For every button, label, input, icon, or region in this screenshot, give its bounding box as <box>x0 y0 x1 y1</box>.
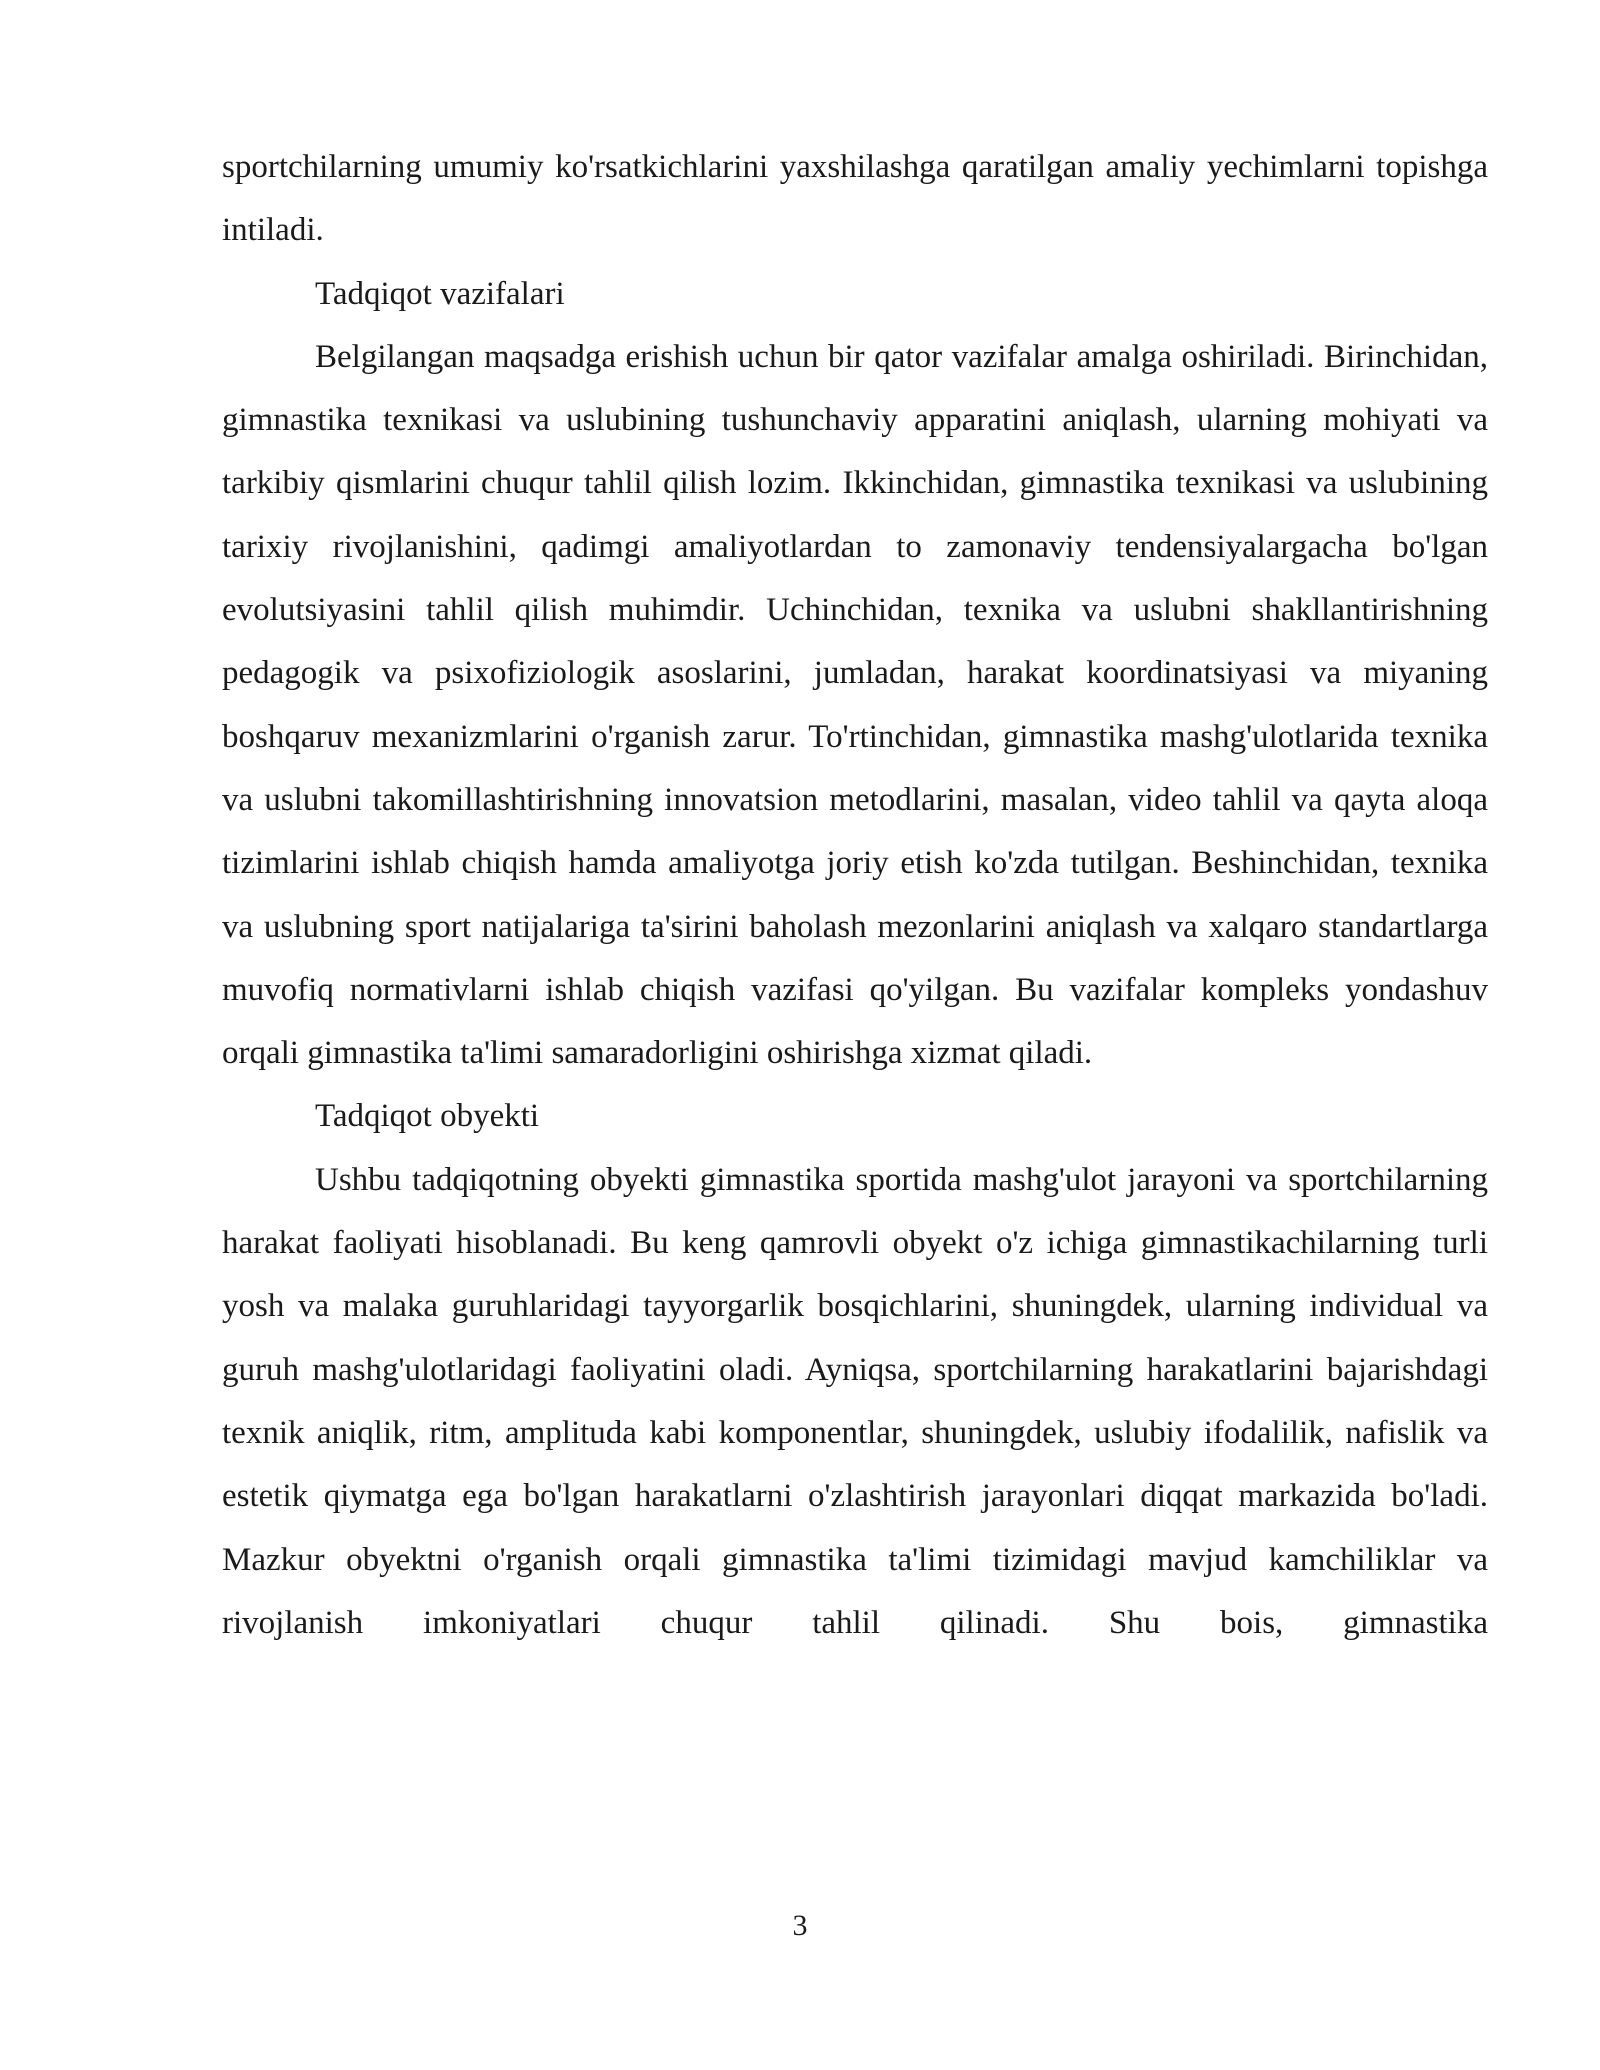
paragraph-tasks: Belgilangan maqsadga erishish uchun bir qator vazifalar amalga oshiriladi. Birinchidan, gimnastika texnikasi va uslubining tushunchaviy apparatini aniqlash, ularning mohiyati va tarkibiy qismlarini chuqur tahlil qilish lozim. Ikkinchidan, gimnastika texnikasi va uslubining tarixiy rivojlanishini, qadimgi amaliyotlardan to zamonaviy tendensiyalargacha bo'lgan evolutsiyasini tahlil qilish muhimdir. Uchinchidan, texnika va uslubni shakllantirishning pedagogik va psixofiziologik asoslarini, jumladan, harakat koordinatsiyasi va miyaning boshqaruv mexanizmlarini o'rganish zarur. To'rtinchidan, gimnastika mashg'ulotlarida texnika va uslubni takomillashtirishning innovatsion metodlarini, masalan, video tahlil va qayta aloqa tizimlarini ishlab chiqish hamda amaliyotga joriy etish ko'zda tutilgan. Beshinchidan, texnika va uslubning sport natijalariga ta'sirini baholash mezonlarini aniqlash va xalqaro standartlarga muvofiq normativlarni ishlab chiqish vazifasi qo'yilgan. Bu vazifalar kompleks yondashuv orqali gimnastika ta'limi samaradorligini oshirishga xizmat qiladi. <box>222 338 1488 1072</box>
section-heading-tasks: Tadqiqot vazifalari <box>315 275 565 312</box>
paragraph-object: Ushbu tadqiqotning obyekti gimnastika sportida mashg'ulot jarayoni va sportchilarning harakat faoliyati hisoblanadi. Bu keng qamrovli obyekt o'z ichiga gimnastikachilarning turli yosh va malaka guruhlaridagi tayyorgarlik bosqichlarini, shuningdek, ularning individual va guruh mashg'ulotlaridagi faoliyatini oladi. Ayniqsa, sportchilarning harakatlarini bajarishdagi texnik aniqlik, ritm, amplituda kabi komponentlar, shuningdek, uslubiy ifodalilik, nafislik va estetik qiymatga ega bo'lgan harakatlarni o'zlashtirish jarayonlari diqqat markazida bo'ladi. Mazkur obyektni o'rganish orqali gimnastika ta'limi tizimidagi mavjud kamchiliklar va rivojlanish imkoniyatlari chuqur tahlil qilinadi. Shu bois, gimnastika <box>222 1161 1488 1641</box>
paragraph-continuation: sportchilarning umumiy ko'rsatkichlarini yaxshilashga qaratilgan amaliy yechimlarni topishga intiladi. <box>222 149 1488 249</box>
section-heading-object: Tadqiqot obyekti <box>315 1098 540 1135</box>
document-body <box>222 136 1488 1655</box>
page-number: 3 <box>792 1909 808 1942</box>
